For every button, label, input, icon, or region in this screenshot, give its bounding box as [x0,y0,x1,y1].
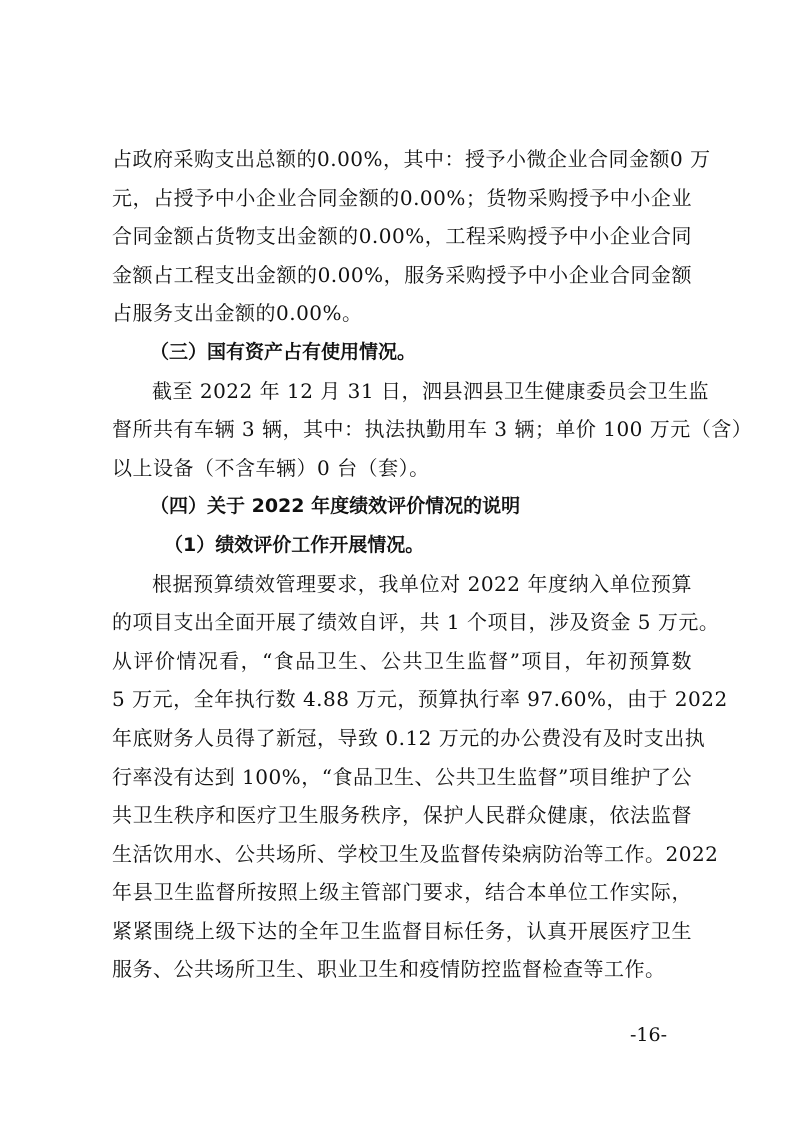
text-line: 服务、公共场所卫生、职业卫生和疫情防控监督检查等工作。 [112,957,666,982]
section-heading-3: （三）国有资产占有使用情况。 [150,340,417,363]
text-line: 从评价情况看，“食品卫生、公共卫生监督”项目，年初预算数 [112,648,692,673]
paragraph-procurement [112,140,711,333]
page-number: -16- [630,1024,668,1046]
text-line: 年县卫生监督所按照上级主管部门要求，结合本单位工作实际， [112,880,692,905]
paragraph-performance-evaluation [112,565,728,990]
text-line: 占服务支出金额的0.00%。 [112,301,363,326]
paragraph-state-assets [112,372,753,488]
document-page [112,140,753,989]
text-line: 共卫生秩序和医疗卫生服务秩序，保护人民群众健康，依法监督 [112,803,692,828]
text-line: 5 万元，全年执行数 4.88 万元，预算执行率 97.60%，由于 2022 [112,687,728,712]
text-line: 合同金额占货物支出金额的0.00%，工程采购授予中小企业合同 [112,224,692,249]
subsection-heading-4-1: （1）绩效评价工作开展情况。 [164,533,425,556]
text-line: 生活饮用水、公共场所、学校卫生及监督传染病防治等工作。2022 [112,841,719,866]
text-line: 以上设备（不含车辆）0 台（套）。 [112,455,430,480]
text-line: 年底财务人员得了新冠，导致 0.12 万元的办公费没有及时支出执 [112,725,706,750]
text-line: 元，占授予中小企业合同金额的0.00%；货物采购授予中小企业 [112,185,692,210]
text-line: 的项目支出全面开展了绩效自评，共 1 个项目，涉及资金 5 万元。 [112,610,720,635]
text-line: 金额占工程支出金额的0.00%，服务采购授予中小企业合同金额 [112,262,692,287]
text-line: 占政府采购支出总额的0.00%，其中：授予小微企业合同金额0 万 [112,147,711,171]
text-line: 紧紧围绕上级下达的全年卫生监督目标任务，认真开展医疗卫生 [112,918,692,943]
text-line: 截至 2022 年 12 月 31 日，泗县泗县卫生健康委员会卫生监 [152,378,709,403]
text-line: 督所共有车辆 3 辆，其中：执法执勤用车 3 辆；单价 100 万元（含） [112,417,753,442]
text-line: 行率没有达到 100%，“食品卫生、公共卫生监督”项目维护了公 [112,764,692,789]
text-line: 根据预算绩效管理要求，我单位对 2022 年度纳入单位预算 [152,571,692,596]
section-heading-4: （四）关于 2022 年度绩效评价情况的说明 [150,495,521,518]
